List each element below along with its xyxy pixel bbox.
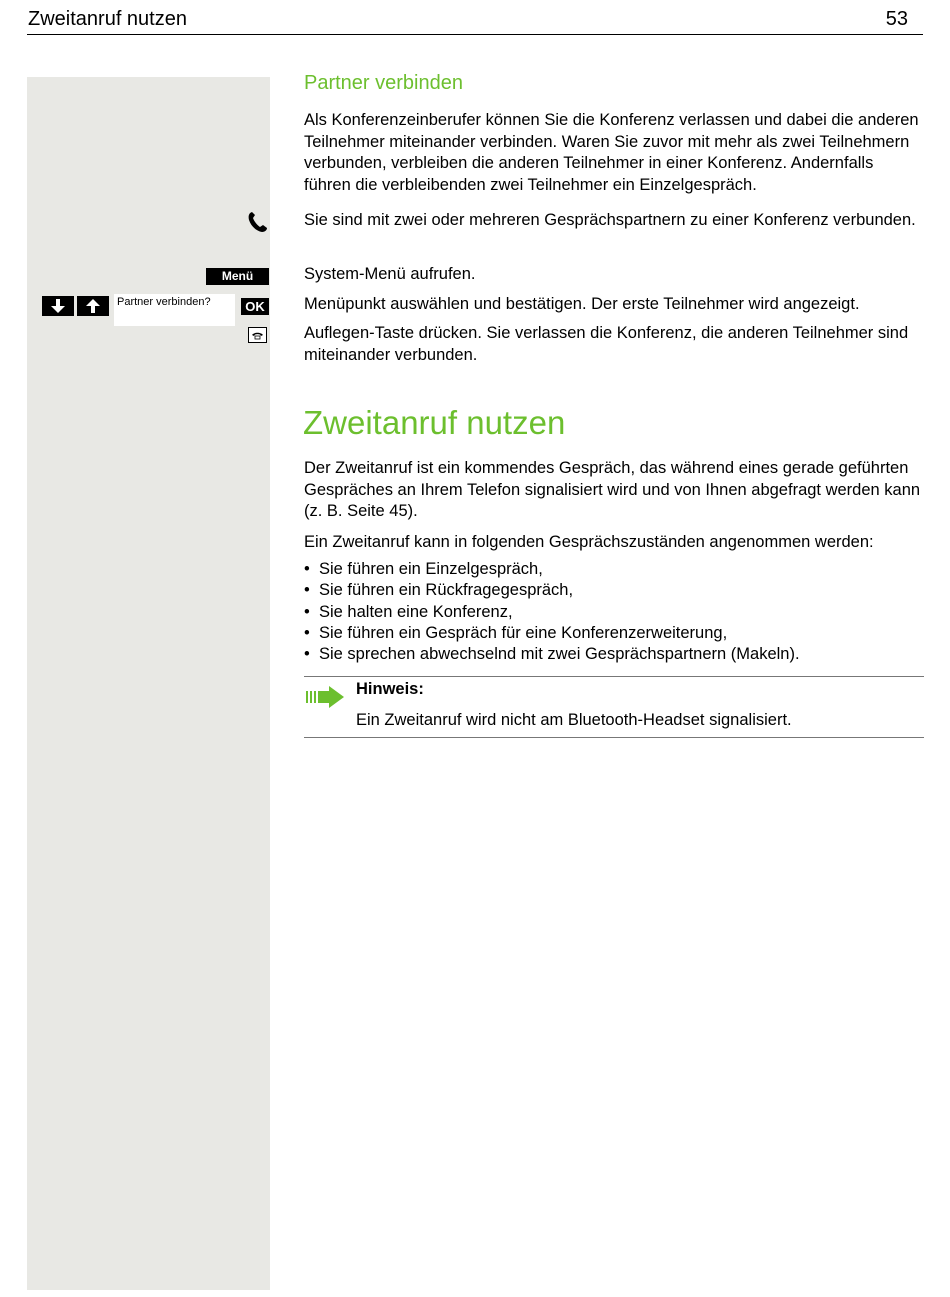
header-divider: [27, 34, 923, 35]
note-arrow-icon: [305, 685, 345, 709]
call-state-list: [304, 559, 924, 665]
paragraph-list-intro: Ein Zweitanruf kann in folgenden Gesprächszuständen angenommen werden:: [304, 533, 874, 551]
paragraph-conference-intro: Als Konferenzeinberufer können Sie die Konferenz verlassen und dabei die anderen Teilnehmer miteinander verbinden. Waren Sie zuvor mit mehr als zwei Teilnehmern verbunden, verbleiben die anderen Teilnehmer in einer Konferenz. Andernfalls führen die verbleibenden zwei Teilnehmer ein Einzelgespräch.: [304, 111, 919, 194]
step-text-hangup: Auflegen-Taste drücken. Sie verlassen die Konferenz, die anderen Teilnehmer sind miteinander verbunden.: [304, 324, 909, 364]
list-item: • Sie führen ein Einzelgespräch,: [304, 559, 924, 580]
ok-key[interactable]: OK: [241, 298, 269, 315]
list-item: • Sie führen ein Gespräch für eine Konferenzerweiterung,: [304, 623, 924, 644]
arrow-down-key-icon[interactable]: [42, 296, 74, 316]
section-heading-partner-verbinden: Partner verbinden: [304, 72, 463, 94]
note-bottom-divider: [304, 737, 924, 738]
list-item: • Sie sprechen abwechselnd mit zwei Gesprächspartnern (Makeln).: [304, 644, 924, 665]
handset-icon: [246, 210, 268, 234]
sidebar-column: [27, 77, 270, 1290]
menu-key[interactable]: Menü: [206, 268, 269, 285]
step-text-menu: System-Menü aufrufen.: [304, 265, 476, 283]
list-item: • Sie führen ein Rückfragegespräch,: [304, 580, 924, 601]
list-item: • Sie halten eine Konferenz,: [304, 602, 924, 623]
paragraph-second-call-intro: Der Zweitanruf ist ein kommendes Gespräch, das während eines gerade geführten Gespräches an Ihrem Telefon signalisiert wird und von Ihnen abgefragt werden kann (z. B. Seite 45).: [304, 459, 921, 520]
step-text-select: Menüpunkt auswählen und bestätigen. Der erste Teilnehmer wird angezeigt.: [304, 295, 860, 313]
arrow-up-key-icon[interactable]: [77, 296, 109, 316]
phone-display-text: Partner verbinden?: [114, 294, 235, 326]
page-number: 53: [885, 8, 908, 30]
step-text-connected: Sie sind mit zwei oder mehreren Gesprächspartnern zu einer Konferenz verbunden.: [304, 211, 916, 229]
note-text: Ein Zweitanruf wird nicht am Bluetooth-Headset signalisiert.: [356, 711, 792, 729]
main-heading-zweitanruf: Zweitanruf nutzen: [303, 404, 566, 441]
note-title: Hinweis:: [356, 680, 424, 698]
note-top-divider: [304, 676, 924, 677]
hangup-key-icon[interactable]: [248, 327, 267, 343]
page-header-title: Zweitanruf nutzen: [28, 8, 187, 30]
